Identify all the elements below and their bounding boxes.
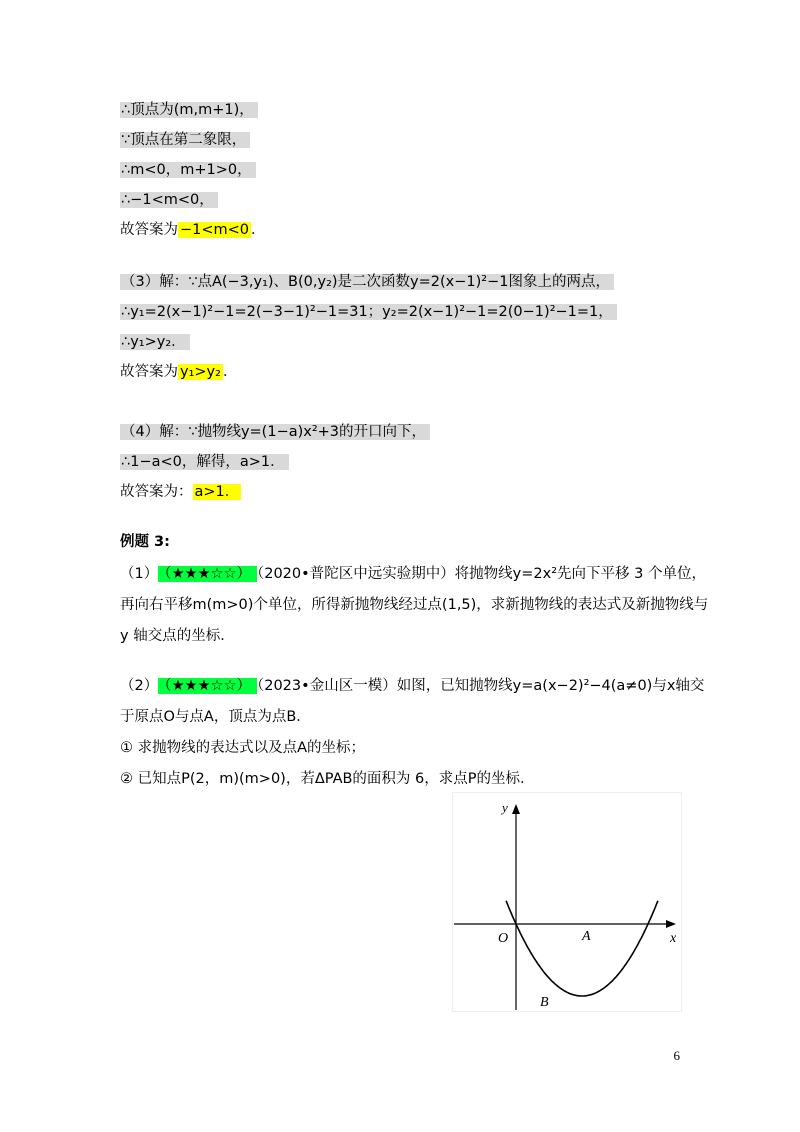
part4-line-2: ∴1−a<0，解得，a>1．	[120, 454, 289, 470]
question-1-line-3: y 轴交点的坐标．	[120, 628, 235, 644]
difficulty-badge: （★★★☆☆）	[158, 678, 257, 694]
solution-line-3: ∴m<0，m+1>0，	[120, 162, 256, 178]
solution-line-1: ∴顶点为(m,m+1)，	[120, 102, 258, 118]
page-number: 6	[673, 1048, 680, 1063]
question-1-line-2: 再向右平移m(m>0)个单位，所得新抛物线经过点(1,5)，求新抛物线的表达式及新抛物线与	[120, 597, 709, 613]
answer-prefix: 故答案为	[120, 222, 178, 238]
question-text: （2023•金山区一模）如图，已知抛物线y=a(x−2)²−4(a≠0)与x轴交	[256, 678, 705, 694]
question-1-line-1	[120, 562, 706, 586]
x-axis-label: x	[670, 931, 677, 946]
part3-line-2: ∴y₁=2(x−1)²−1=2(−3−1)²−1=31；y₂=2(x−1)²−1=2(0−1)²−1=1，	[120, 304, 617, 320]
part4-line-1: （4）解：∵抛物线y=(1−a)x²+3的开口向下，	[120, 424, 430, 440]
answer-highlight: y₁>y₂	[180, 364, 221, 380]
answer-line-2	[120, 218, 266, 242]
answer-highlight: a>1．	[194, 484, 240, 500]
answer-line-3	[120, 360, 237, 384]
question-number: （1）	[120, 566, 159, 582]
figure-frame	[453, 793, 682, 1012]
question-2-line-1	[120, 674, 704, 698]
answer-highlight: −1<m<0	[180, 222, 250, 238]
example-title: 例题 3:	[120, 534, 170, 550]
y-axis-label: y	[502, 800, 508, 815]
question-2-sub-1: ① 求抛物线的表达式以及点A的坐标；	[120, 740, 366, 756]
origin-label: O	[498, 931, 509, 946]
parabola-figure	[452, 792, 682, 1012]
question-number: （2）	[120, 678, 159, 694]
answer-line-4	[120, 480, 241, 504]
difficulty-badge: （★★★☆☆）	[158, 566, 257, 582]
answer-suffix: ．	[222, 364, 238, 380]
answer-prefix: 故答案为：	[120, 484, 193, 500]
question-2-sub-2: ② 已知点P(2，m)(m>0)，若ΔPAB的面积为 6，求点P的坐标．	[120, 771, 535, 787]
point-b-label: B	[540, 995, 549, 1010]
part3-line-1: （3）解：∵点A(−3,y₁)、B(0,y₂)是二次函数y=2(x−1)²−1图象上的两点，	[120, 274, 614, 290]
part3-line-3: ∴y₁>y₂．	[120, 334, 190, 350]
solution-line-2: ∵顶点在第二象限，	[120, 132, 250, 148]
point-a-label: A	[582, 929, 591, 944]
answer-prefix: 故答案为	[120, 364, 178, 380]
question-text: （2020•普陀区中远实验期中）将抛物线y=2x²先向下平移 3 个单位，	[256, 566, 706, 582]
answer-suffix: ．	[251, 222, 266, 238]
solution-line-4: ∴−1<m<0，	[120, 192, 218, 208]
question-2-line-2: 于原点O与点A，顶点为点B．	[120, 709, 311, 725]
